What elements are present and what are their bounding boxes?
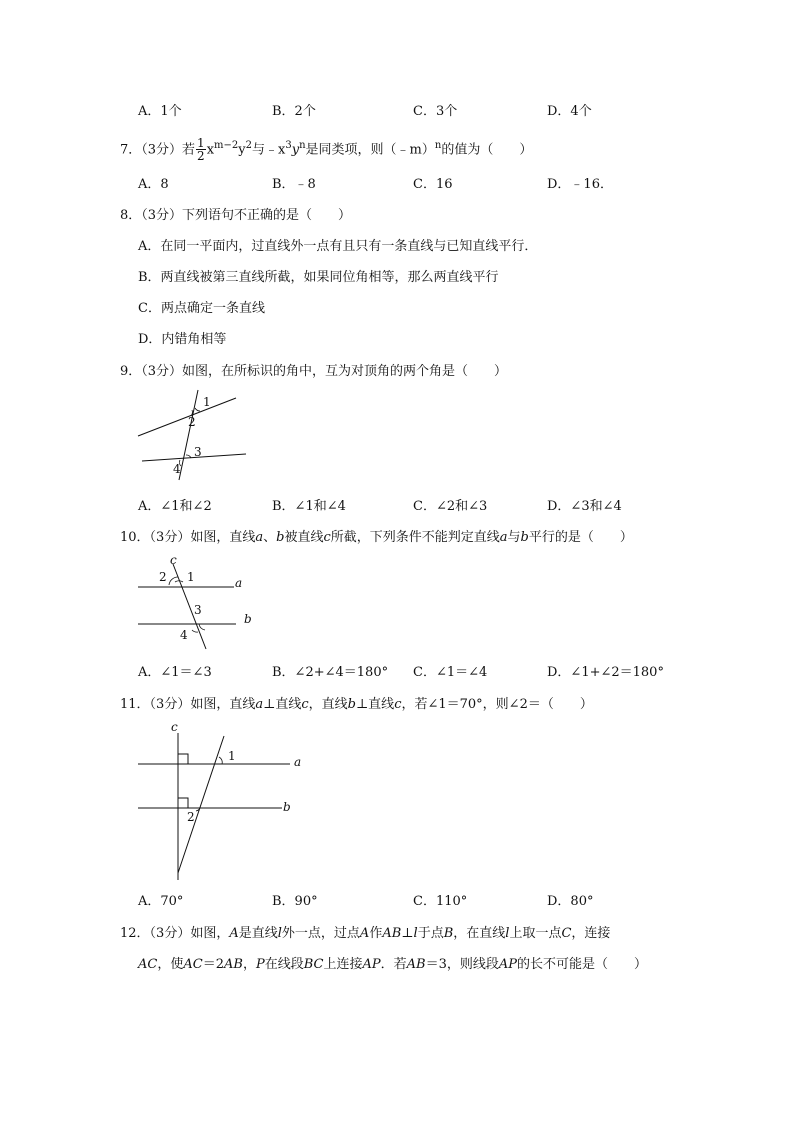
q10-label-2: 2 [159, 570, 167, 584]
q10-option-a: A．∠1＝∠3 [138, 665, 212, 680]
q7-option-a: A．8 [138, 177, 169, 192]
q10-arc-1 [175, 581, 183, 582]
q10-option-c: C．∠1＝∠4 [413, 665, 488, 680]
q11-right-angle-lower [178, 798, 188, 808]
q7-fraction: $\frac{1}{2}$ [197, 136, 205, 164]
q10-label-3: 3 [194, 603, 202, 617]
q11-label-a: a [294, 755, 302, 769]
q10-arc-3 [199, 624, 205, 630]
q11-arc-1 [219, 757, 222, 764]
q9-label-2: 2 [188, 415, 196, 429]
q9-option-a: A．∠1和∠2 [138, 499, 212, 514]
q11-label-1: 1 [228, 749, 236, 763]
q9-option-b: B．∠1和∠4 [272, 499, 346, 514]
q11-transversal [178, 736, 224, 873]
q9-stem: 9．（3分）如图，在所标识的角中，互为对顶角的两个角是（ ） [120, 364, 508, 379]
q7-option-c: C．16 [413, 177, 453, 192]
q10-label-b: b [244, 612, 252, 626]
q10-arc-4 [192, 630, 198, 632]
q6-option-c: C．3个 [413, 104, 458, 119]
q8-option-d: D．内错角相等 [138, 332, 227, 347]
q11-figure [130, 718, 305, 883]
q10-label-4: 4 [180, 628, 188, 642]
q12-stem-line2: AC，使AC＝2AB，P在线段BC上连接AP．若AB＝3，则线段AP的长不可能是（ ） [138, 957, 648, 972]
q8-option-b: B．两直线被第三直线所截，如果同位角相等，那么两直线平行 [138, 270, 499, 285]
q11-option-d: D．80° [547, 894, 594, 909]
q10-figure [130, 552, 265, 650]
q8-stem: 8．（3分）下列语句不正确的是（ ） [120, 208, 352, 223]
q6-option-b: B．2个 [272, 104, 316, 119]
q11-right-angle-upper [178, 754, 188, 764]
q7-option-b: B．﹣8 [272, 177, 316, 192]
q8-option-c: C．两点确定一条直线 [138, 301, 265, 316]
q8-option-a: A．在同一平面内，过直线外一点有且只有一条直线与已知直线平行． [138, 239, 538, 254]
q6-option-d: D．4个 [547, 104, 592, 119]
q10-option-d: D．∠1+∠2＝180° [547, 665, 664, 680]
q11-label-c: c [171, 720, 178, 734]
q11-option-b: B．90° [272, 894, 318, 909]
q10-stem: 10．（3分）如图，直线a、b被直线c所截，下列条件不能判定直线a与b平行的是（ ） [120, 530, 633, 545]
q10-label-c: c [170, 553, 177, 567]
q11-label-b: b [283, 800, 291, 814]
q10-label-1: 1 [187, 570, 195, 584]
q10-label-a: a [235, 576, 243, 590]
q9-option-d: D．∠3和∠4 [547, 499, 622, 514]
q11-option-c: C．110° [413, 894, 468, 909]
q7-stem: 7．（3分）若 $\frac{1}{2}$ $x^{m-2}y^2$与$﹣x^3y^n$是同类项，则（﹣m）$^n$的值为（ ） [120, 136, 533, 164]
q9-label-1: 1 [203, 395, 211, 409]
q11-stem: 11．（3分）如图，直线a⊥直线c，直线b⊥直线c，若∠1＝70°，则∠2＝（ ） [120, 697, 593, 712]
q11-option-a: A．70° [138, 894, 184, 909]
q9-label-4: 4 [173, 462, 181, 476]
q9-label-3: 3 [194, 445, 202, 459]
q9-transversal [179, 390, 198, 480]
q9-figure [130, 388, 255, 483]
q7-option-d: D．﹣16． [547, 177, 613, 192]
q9-option-c: C．∠2和∠3 [413, 499, 488, 514]
q9-arc-1 [195, 408, 200, 411]
q11-label-2: 2 [187, 810, 195, 824]
q6-option-a: A．1个 [138, 104, 182, 119]
q12-stem-line1: 12．（3分）如图，A是直线l外一点，过点A作AB⊥l于点B，在直线l上取一点C，连接 [120, 926, 611, 941]
q9-line-upper [138, 398, 236, 436]
q10-option-b: B．∠2+∠4＝180° [272, 665, 389, 680]
